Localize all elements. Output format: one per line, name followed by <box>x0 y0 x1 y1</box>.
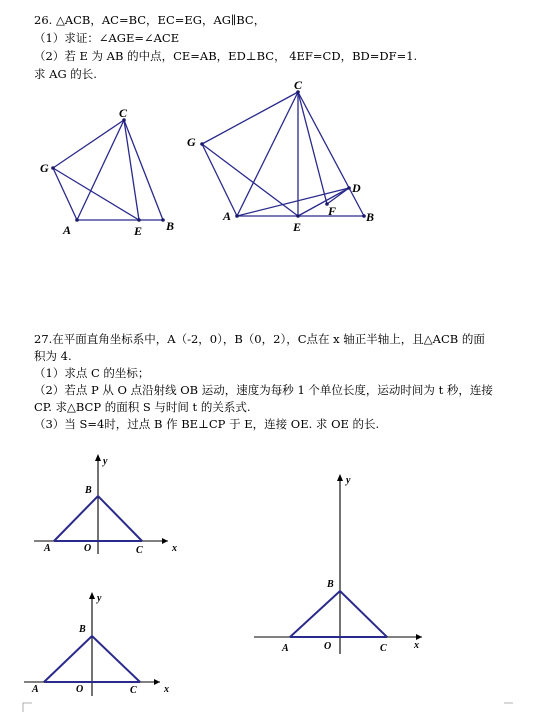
seg-GE <box>202 144 298 216</box>
label-C: C <box>130 685 137 696</box>
label-A: A <box>32 684 39 695</box>
seg-CA <box>237 92 298 216</box>
label-B: B <box>166 219 175 233</box>
p27-line-2: 积为 4. <box>34 349 72 363</box>
x-label: x <box>172 543 177 554</box>
label-E: E <box>134 224 143 238</box>
p27-line-4: （2）若点 P 从 O 点沿射线 OB 运动，速度为每秒 1 个单位长度，运动时间为 t 秒，连接 <box>34 383 493 397</box>
label-D: D <box>352 181 361 195</box>
p26-line-3: （2）若 E 为 AB 的中点，CE=AB，ED⊥BC， 4EF=CD，BD=DF=1. <box>34 49 418 63</box>
p26-figure-2 <box>182 74 382 244</box>
label-A: A <box>282 643 289 654</box>
p26-figure-1 <box>30 100 200 240</box>
label-F: F <box>328 204 337 218</box>
p27-line-1: 27.在平面直角坐标系中，A（-2，0），B（0，2），C点在 x 轴正半轴上，且△ACB 的面 <box>34 332 485 346</box>
seg-CF <box>298 92 327 204</box>
triangle-ACB <box>290 591 387 637</box>
p26-line-4: 求 AG 的长. <box>34 67 97 81</box>
p27-coordinate-figure-3 <box>250 470 435 660</box>
label-C: C <box>294 78 303 92</box>
label-O: O <box>76 684 84 695</box>
seg-CB <box>124 120 163 220</box>
crop-mark-left <box>22 702 32 712</box>
crop-mark-right <box>503 702 513 712</box>
label-O: O <box>84 543 92 554</box>
label-E: E <box>293 220 302 234</box>
seg-CA <box>77 120 124 220</box>
p27-line-5: CP. 求△BCP 的面积 S 与时间 t 的关系式. <box>34 400 251 414</box>
seg-GA <box>202 144 237 216</box>
p27-coordinate-figure-2 <box>20 588 180 703</box>
label-G: G <box>40 161 49 175</box>
x-axis-arrow-icon <box>154 679 160 685</box>
p26-line-2: （1）求证：∠AGE=∠ACE <box>34 31 180 45</box>
p27-coordinate-figure-1 <box>30 450 190 560</box>
x-axis-arrow-icon <box>162 538 168 544</box>
label-C: C <box>119 106 128 120</box>
label-B: B <box>79 624 86 635</box>
y-axis-arrow-icon <box>89 592 95 599</box>
label-C: C <box>380 643 387 654</box>
p26-line-1: 26. △ACB，AC=BC，EC=EG，AG∥BC， <box>34 13 266 27</box>
label-B: B <box>366 210 375 224</box>
seg-GC <box>202 92 298 144</box>
x-label: x <box>164 684 169 695</box>
label-A: A <box>223 209 232 223</box>
label-B: B <box>327 579 334 590</box>
y-axis-arrow-icon <box>95 454 101 461</box>
y-label: y <box>346 475 351 486</box>
y-label: y <box>103 456 108 467</box>
label-B: B <box>85 485 92 496</box>
p27-line-3: （1）求点 C 的坐标； <box>34 366 150 380</box>
seg-CE <box>124 120 139 220</box>
y-axis-arrow-icon <box>337 474 343 481</box>
seg-GE <box>53 168 139 220</box>
label-C: C <box>136 545 143 556</box>
y-label: y <box>97 593 102 604</box>
label-O: O <box>324 641 332 652</box>
x-label: x <box>414 640 419 651</box>
label-G: G <box>187 135 196 149</box>
label-A: A <box>44 543 51 554</box>
p27-line-6: （3）当 S=4时，过点 B 作 BE⊥CP 于 E，连接 OE. 求 OE 的长. <box>34 417 380 431</box>
label-A: A <box>63 223 72 237</box>
